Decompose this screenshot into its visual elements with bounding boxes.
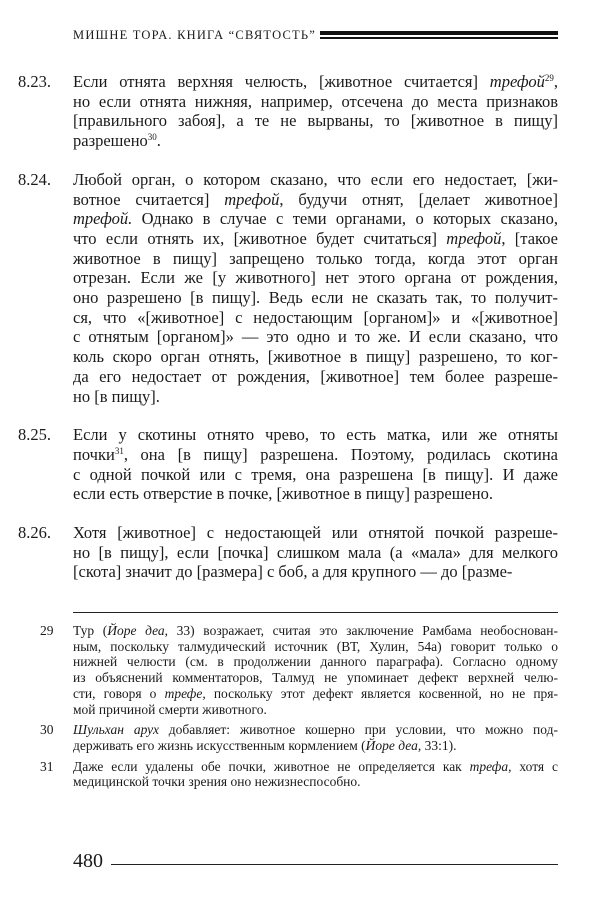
text-line — [73, 111, 558, 131]
text-run: ным, поскольку талмудический источник (ВТ, Хулин, 54а) говорит только о — [73, 638, 558, 654]
text-run: Тур ( — [73, 623, 108, 638]
footnote-31 — [40, 759, 558, 790]
text-line — [73, 229, 558, 249]
text-line — [73, 387, 558, 407]
footnote-number: 30 — [40, 722, 54, 738]
text-run: , [такое — [501, 228, 558, 248]
text-run: , 33) возражает, считая это заключение Рамбама необоснован- — [164, 623, 558, 638]
text-run: добавляет: животное кошерно при условии, что можно под- — [158, 722, 558, 738]
footer-rule — [111, 864, 558, 865]
text-run: Даже если удалены обе почки, животное не определяется как — [73, 758, 470, 774]
text-line — [73, 170, 558, 190]
paragraph-text — [73, 425, 558, 504]
footnote-text — [73, 722, 558, 753]
text-line — [73, 308, 558, 328]
text-run: [скота] значит до [размера] с боб, а для крупного — до [разме- — [73, 562, 513, 582]
italic-text: трефа — [469, 758, 509, 774]
text-run: отрезан. Если же [у животного] нет этого органа от рождения, — [73, 268, 558, 288]
text-line — [73, 425, 558, 445]
text-line — [73, 367, 558, 387]
text-line — [73, 759, 558, 775]
text-line — [73, 327, 558, 347]
text-run: почки — [73, 444, 115, 464]
text-line — [73, 623, 558, 639]
text-line — [73, 523, 558, 543]
text-line — [73, 543, 558, 563]
text-line — [73, 249, 558, 269]
text-line — [73, 131, 558, 151]
footnote-ref: 31 — [114, 445, 124, 456]
text-line — [73, 72, 558, 92]
text-run: ся, что «[животное] с недостающим [органом]» и «[животное] — [73, 307, 558, 327]
paragraph-number: 8.26. — [18, 523, 51, 543]
paragraph-8-24 — [18, 170, 558, 406]
text-run: коль скоро орган отнять, [животное в пищу] разрешено, то ког- — [73, 347, 558, 367]
text-run: медицинской точки зрения оно нежизнеспособно. — [73, 774, 361, 790]
footnote-30 — [40, 722, 558, 753]
text-run: , будучи отнят, [делает животное] — [279, 189, 558, 209]
italic-text: трефой — [446, 228, 502, 248]
footnote-text — [73, 623, 558, 717]
italic-text: трефой. — [73, 209, 133, 229]
paragraph-number: 8.23. — [18, 72, 51, 91]
text-line — [73, 738, 558, 754]
text-line — [73, 654, 558, 670]
text-run: Однако в случае с теми органами, о которых сказано, — [132, 209, 558, 229]
text-run: Хотя [животное] с недостающей или отнятой почкой разреше- — [73, 523, 558, 543]
text-run: но [в пищу]. — [73, 386, 160, 406]
footnote-ref: 30 — [147, 132, 157, 143]
footnote-number: 29 — [40, 623, 54, 638]
text-run: что если отнять их, [животное будет считаться] — [73, 228, 447, 248]
footnote-number: 31 — [40, 758, 54, 774]
text-line — [73, 484, 558, 504]
text-run: , 33:1). — [417, 737, 457, 753]
text-run: мой причиной смерти животного. — [73, 701, 267, 717]
text-run: Любой орган, о котором сказано, что если его недостает, [жи- — [73, 169, 558, 189]
header-rule — [320, 31, 558, 39]
text-run: Если у скотины отнято чрево, то есть матка, или же отняты — [73, 425, 558, 445]
text-line — [73, 562, 558, 582]
running-header — [73, 26, 558, 44]
paragraph-8-23 — [18, 72, 558, 151]
footnote-29 — [40, 623, 558, 717]
text-run: с отнятым [органом]» — это одно и то же. И если сказано, что — [73, 327, 558, 347]
text-line — [73, 268, 558, 288]
footnotes — [40, 612, 558, 795]
text-run: разрешено — [73, 131, 148, 151]
paragraph-number: 8.24. — [18, 169, 51, 189]
text-line — [73, 686, 558, 702]
text-line — [73, 722, 558, 738]
page-number: 480 — [73, 850, 103, 872]
footnote-text — [73, 759, 558, 790]
paragraph-8-26 — [18, 523, 558, 582]
text-line — [73, 288, 558, 308]
text-run: , хотя с — [508, 758, 558, 774]
footnote-separator — [73, 612, 558, 613]
text-run: из объяснений комментаторов, Талмуд не упоминает дефект верхней челю- — [73, 670, 558, 686]
text-run: но если отнята нижняя, например, отсечена до места признаков — [73, 91, 558, 111]
text-run: , она [в пищу] разрешена. Поэтому, родилась скотина — [123, 444, 558, 464]
text-run: нижней челюсти (см. в продолжении данного параграфа). Согласно одному — [73, 654, 558, 670]
paragraph-text — [73, 72, 558, 151]
text-run: животное в пищу] запрещено только тогда, когда этот орган — [73, 248, 558, 268]
text-run: да его недостает от рождения, [животное] тем более разреше- — [73, 366, 558, 386]
text-run: , — [553, 72, 558, 91]
paragraph-text — [73, 170, 558, 406]
text-run: сти, говоря о — [73, 685, 165, 701]
text-line — [73, 639, 558, 655]
text-line — [73, 190, 558, 210]
paragraph-text — [73, 523, 558, 582]
italic-text: Йоре деа — [365, 737, 418, 753]
italic-text: Шульхан арух — [73, 722, 159, 738]
paragraph-8-25 — [18, 425, 558, 504]
text-run: . — [156, 131, 161, 151]
text-line — [73, 702, 558, 718]
text-line — [73, 209, 558, 229]
text-line — [73, 465, 558, 485]
text-run: если есть отверстие в почке, [животное в пищу] разрешено. — [73, 484, 493, 504]
main-text — [18, 72, 558, 582]
text-run: вотное считается] — [73, 189, 225, 209]
text-run: Если отнята верхняя челюсть, [животное считается] — [73, 72, 490, 91]
text-run: держивать его жизнь искусственным кормлением ( — [73, 737, 366, 753]
text-line — [73, 445, 558, 465]
text-run: [правильного забоя], а те не вырваны, то [животное в пищу] — [73, 111, 558, 131]
italic-text: трефе — [164, 685, 203, 701]
page-footer — [73, 850, 558, 873]
text-run: но [в пищу], если [почка] слишком мала (а «мала» для мелкого — [73, 542, 558, 562]
italic-text: трефой — [489, 72, 545, 91]
text-line — [73, 347, 558, 367]
italic-text: Йоре деа — [107, 623, 165, 638]
footnote-ref: 29 — [544, 73, 554, 83]
text-line — [73, 92, 558, 112]
italic-text: трефой — [224, 189, 280, 209]
header-title: МИШНЕ ТОРА. КНИГА “СВЯТОСТЬ” — [73, 27, 316, 42]
text-line — [73, 670, 558, 686]
paragraph-number: 8.25. — [18, 425, 51, 445]
text-run: с одной почкой или с тремя, она разрешена [в пищу]. И даже — [73, 464, 558, 484]
text-run: оно разрешено [в пищу]. Ведь если не сказать так, то получит- — [73, 288, 558, 308]
text-line — [73, 774, 558, 790]
text-run: , поскольку этот дефект является косвенной, но не пря- — [202, 685, 559, 701]
